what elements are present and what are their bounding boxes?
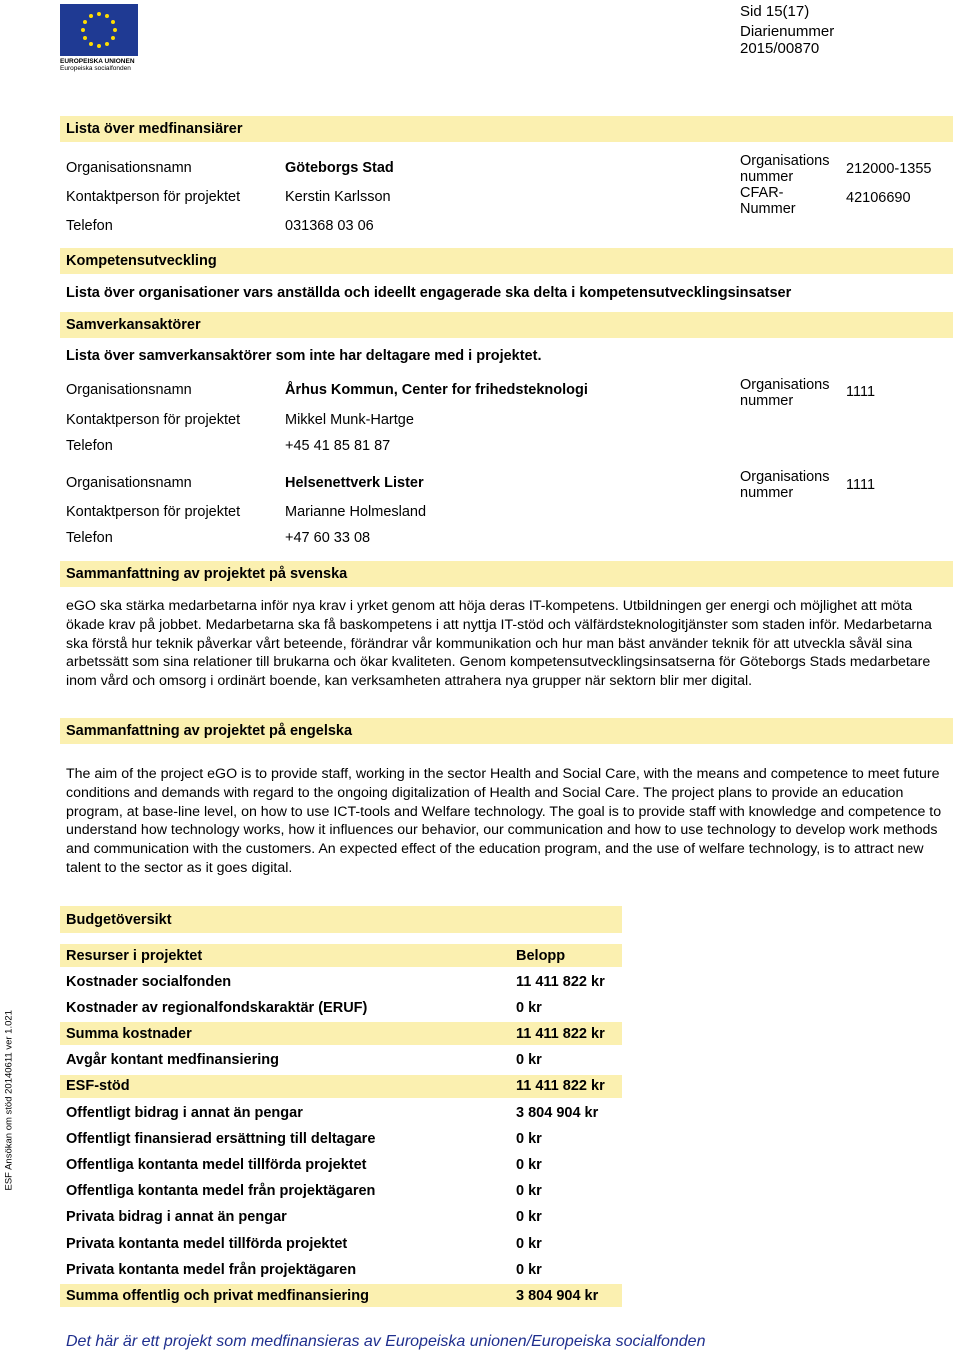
summary-sv-heading: Sammanfattning av projektet på svenska <box>66 566 348 582</box>
section-partners <box>60 312 953 338</box>
footer-text: Det här är ett projekt som medfinansieras av Europeiska unionen/Europeiska socialfonden <box>66 1333 706 1350</box>
partner-phone-label: Telefon <box>66 438 113 454</box>
budget-row <box>60 1180 622 1203</box>
budget-row <box>60 1101 622 1124</box>
budget-heading: Budgetöversikt <box>66 911 172 928</box>
budget-row <box>60 1206 622 1229</box>
budget-row-label: Offentligt bidrag i annat än pengar <box>66 1104 303 1121</box>
cofinancier-phone-value: 031368 03 06 <box>285 218 374 234</box>
budget-row-value: 0 kr <box>516 1052 542 1069</box>
logo-text-1: EUROPEISKA UNIONEN <box>60 58 135 65</box>
budget-row <box>60 1049 622 1072</box>
budget-col-resources: Resurser i projektet <box>66 947 203 964</box>
budget-col-amount: Belopp <box>516 947 566 964</box>
budget-row-label: Privata bidrag i annat än pengar <box>66 1209 287 1226</box>
section-summary-en <box>60 718 953 744</box>
budget-row-label: Privata kontanta medel tillförda projektet <box>66 1235 348 1252</box>
budget-row-value: 11 411 822 kr <box>516 973 605 990</box>
budget-row-label: Summa kostnader <box>66 1025 192 1042</box>
section-budget <box>60 906 622 933</box>
eu-logo <box>60 4 138 70</box>
form-version: ESF Ansökan om stöd 20140611 ver 1.021 <box>3 1010 15 1191</box>
diarie-label: Diarienummer <box>740 23 835 40</box>
cofinancier-contact-value: Kerstin Karlsson <box>285 189 391 205</box>
budget-row-label: ESF-stöd <box>66 1078 130 1095</box>
budget-row-label: Kostnader av regionalfondskaraktär (ERUF) <box>66 999 368 1016</box>
cofinancier-org-label: Organisationsnamn <box>66 160 192 176</box>
partner-org-value: Århus Kommun, Center for frihedsteknologi <box>285 382 588 398</box>
budget-row-value: 0 kr <box>516 1235 542 1252</box>
partner-org-label: Organisationsnamn <box>66 475 192 491</box>
section-cofinanciers <box>60 116 953 142</box>
page-number: Sid 15(17) <box>740 3 810 20</box>
partner-orgnr-value: 1111 <box>846 477 876 493</box>
partner-org-label: Organisationsnamn <box>66 382 192 398</box>
budget-row-label: Privata kontanta medel från projektägaren <box>66 1261 357 1278</box>
budget-row-value: 0 kr <box>516 1209 542 1226</box>
budget-row-label: Avgår kontant medfinansiering <box>66 1052 279 1069</box>
budget-row-label: Offentliga kontanta medel från projektägaren <box>66 1183 376 1200</box>
cofinancier-cfar-value: 42106690 <box>846 190 911 206</box>
budget-row <box>60 970 622 993</box>
budget-row-value: 3 804 904 kr <box>516 1287 599 1304</box>
budget-row-value: 0 kr <box>516 1156 542 1173</box>
budget-row-label: Offentligt finansierad ersättning till deltagare <box>66 1130 376 1147</box>
section-summary-sv <box>60 561 953 587</box>
budget-row <box>60 1284 622 1307</box>
budget-row-label: Kostnader socialfonden <box>66 973 232 990</box>
partners-heading: Samverkansaktörer <box>66 317 201 333</box>
partner-contact-value: Marianne Holmesland <box>285 504 427 520</box>
diarie-value: 2015/00870 <box>740 40 820 57</box>
partner-phone-label: Telefon <box>66 530 113 546</box>
budget-row <box>60 1022 622 1045</box>
budget-row <box>60 996 622 1019</box>
section-competence <box>60 248 953 274</box>
partner-orgnr-value: 1111 <box>846 384 876 400</box>
budget-row-value: 0 kr <box>516 999 542 1016</box>
eu-flag-icon <box>60 4 138 56</box>
partners-subheading: Lista över samverkansaktörer som inte har deltagare med i projektet. <box>66 348 542 364</box>
partner-phone-value: +47 60 33 08 <box>285 530 371 546</box>
competence-subheading: Lista över organisationer vars anställda och ideellt engagerade ska delta i kompetensutvecklingsinsatser <box>66 285 792 301</box>
budget-row-value: 3 804 904 kr <box>516 1104 599 1121</box>
budget-row <box>60 1153 622 1176</box>
cofinancier-orgnr-value: 212000-1355 <box>846 161 932 177</box>
partner-contact-label: Kontaktperson för projektet <box>66 412 241 428</box>
partner-orgnr-label: Organisations nummer <box>740 469 830 501</box>
cofinancier-contact-label: Kontaktperson för projektet <box>66 189 241 205</box>
cofinancier-phone-label: Telefon <box>66 218 113 234</box>
partner-orgnr-label: Organisations nummer <box>740 377 830 409</box>
summary-en-text: The aim of the project eGO is to provide staff, working in the sector Health and Social Care, with the means and competence to meet future conditions and demands with regard to the ongoing digitalization of Health and Social Care. The project plans to provide an education program, at base-line level, on how to use ICT-tools and Welfare technology. The goal is to provide staff with knowledge and competence to understand how technology works, how it influences our behavior, our communication and how to use technology to develop work methods and communication with the customers. An expected effect of the education program, and the use of welfare technology, is to attract new talent to the sector as it goes digital. <box>66 766 942 876</box>
budget-row-label: Offentliga kontanta medel tillförda projektet <box>66 1156 367 1173</box>
budget-row <box>60 1232 622 1255</box>
budget-row <box>60 1127 622 1150</box>
partner-org-value: Helsenettverk Lister <box>285 475 424 491</box>
budget-header-row <box>60 944 622 967</box>
cofinancier-orgnr-label: Organisations nummer CFAR- Nummer <box>740 153 830 217</box>
budget-row-value: 11 411 822 kr <box>516 1078 605 1095</box>
summary-en-heading: Sammanfattning av projektet på engelska <box>66 723 353 739</box>
partner-contact-label: Kontaktperson för projektet <box>66 504 241 520</box>
competence-heading: Kompetensutveckling <box>66 253 217 269</box>
partner-phone-value: +45 41 85 81 87 <box>285 438 391 454</box>
budget-row-value: 0 kr <box>516 1261 542 1278</box>
budget-row-label: Summa offentlig och privat medfinansiering <box>66 1287 369 1304</box>
budget-row-value: 0 kr <box>516 1130 542 1147</box>
cofinanciers-heading: Lista över medfinansiärer <box>66 121 243 137</box>
budget-row-value: 0 kr <box>516 1183 542 1200</box>
logo-text-2: Europeiska socialfonden <box>60 65 131 72</box>
cofinancier-org-value: Göteborgs Stad <box>285 160 394 176</box>
partner-contact-value: Mikkel Munk-Hartge <box>285 412 414 428</box>
summary-sv-text: eGO ska stärka medarbetarna inför nya krav i yrket genom att höja deras IT-kompetens. Utbildningen ger energi och möjlighet att möta ökade krav på jobbet. Medarbetarna ska få baskompetens i att nyttja IT-stöd och välfärdsteknologitjänster som staden inför. Medarbetarna ska förstå hur teknik påverkar vårt beteende, förändrar vår kommunikation och hur man bäst använder teknik för att utveckla såväl sina arbetssätt som sina relationer till brukarna och ökar kvaliteten. Genom kompetensutvecklingsinsatserna för Göteborgs Stads medarbetare inom vård och omsorg i ordinärt boende, kan verksamheten attrahera nya grupper när sektorn blir mer digital. <box>66 598 932 690</box>
budget-row <box>60 1258 622 1281</box>
budget-row-value: 11 411 822 kr <box>516 1025 605 1042</box>
budget-row <box>60 1075 622 1098</box>
